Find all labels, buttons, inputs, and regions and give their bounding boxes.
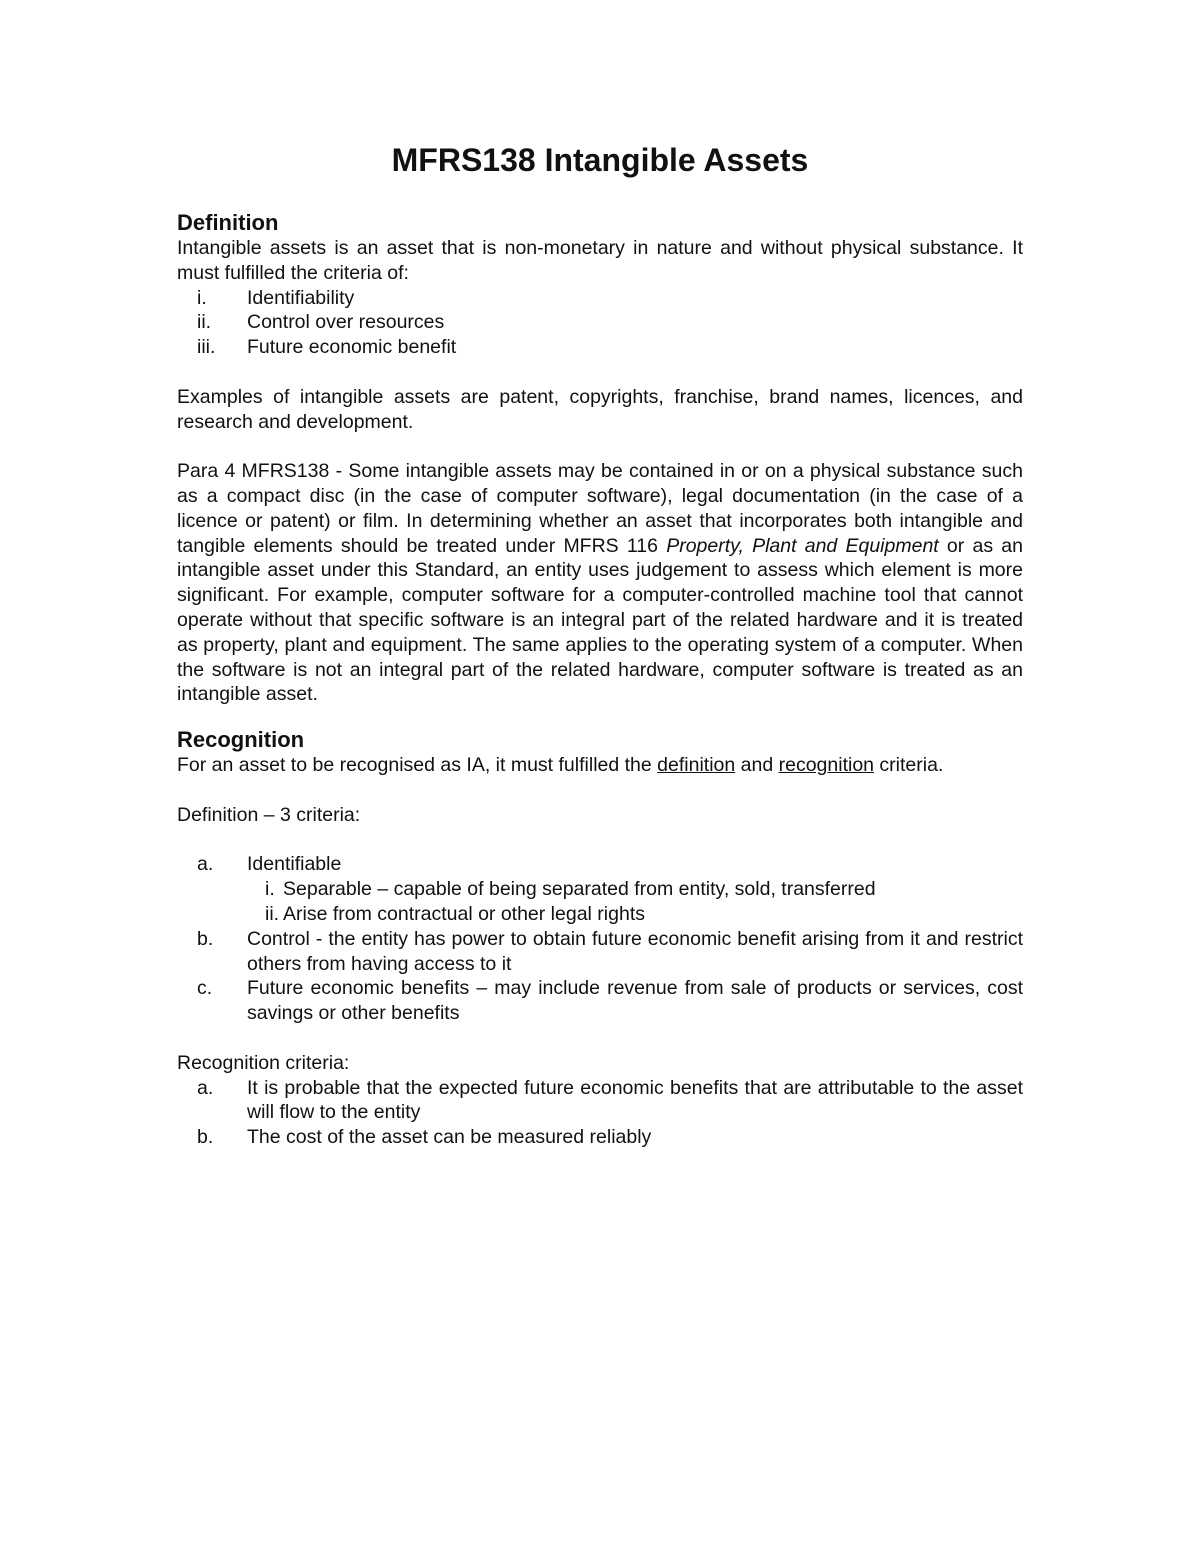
standard-title: Property, Plant and Equipment [666, 534, 939, 557]
para4-text-cont: or as an intangible asset under this Standard, an entity uses judgement to assess which element is more significant. For example, computer software for a computer-controlled machine tool that cannot operate without that specific software is an integral part of the related hardware and it is treated as property, plant and equipment. The same applies to the operating system of a computer. When the software is not an integral part of the related hardware, computer software is treated as an intangible asset. [177, 534, 1023, 706]
list-marker: b. [197, 1126, 214, 1149]
list-item-text: Arise from contractual or other legal rights [283, 902, 645, 925]
list-item-text: Identifiability [247, 286, 355, 309]
list-item [177, 877, 1023, 902]
document-page [177, 140, 1023, 1150]
para4-text: Para 4 MFRS138 - Some intangible assets may be contained in or on a physical substance such as a compact disc (in the case of computer software), legal documentation (in the case of a licence or patent) or film. In determining whether an asset that incorporates both intangible and tangible elements should be treated under MFRS 116 [177, 460, 1023, 557]
list-item [177, 335, 1023, 360]
examples-paragraph: Examples of intangible assets are patent, copyrights, franchise, brand names, licences, and research and development. [177, 385, 1023, 433]
list-item-text: The cost of the asset can be measured reliably [247, 1126, 652, 1149]
recognition-intro-and: and [735, 754, 779, 777]
list-item [177, 310, 1023, 335]
list-marker: iii. [197, 336, 216, 359]
list-item-text: Future economic benefit [247, 336, 457, 359]
list-item [177, 852, 1023, 877]
list-item-text: Separable – capable of being separated from entity, sold, transferred [283, 878, 876, 901]
list-item-text: Control - the entity has power to obtain future economic benefit arising from it and restrict others from having access to it [247, 927, 1023, 975]
recognition-criteria-label: Recognition criteria: [177, 1051, 350, 1074]
underlined-recognition: recognition [778, 754, 875, 777]
list-marker: a. [197, 1076, 214, 1099]
list-item [177, 1076, 1023, 1126]
list-marker: ii. [265, 902, 280, 925]
underlined-definition: definition [657, 754, 736, 777]
list-item-text: It is probable that the expected future economic benefits that are attributable to the asset will flow to the entity [247, 1076, 1023, 1124]
list-marker: i. [265, 878, 275, 901]
list-marker: b. [197, 927, 214, 950]
list-item-text: Future economic benefits – may include revenue from sale of products or services, cost savings or other benefits [247, 977, 1023, 1025]
list-item [177, 976, 1023, 1026]
list-marker: a. [197, 853, 214, 876]
definition-intro: Intangible assets is an asset that is non-monetary in nature and without physical substance. It must fulfilled the criteria of: [177, 237, 1023, 284]
section-heading-recognition: Recognition [177, 727, 305, 753]
list-marker: c. [197, 977, 213, 1000]
recognition-intro-text: For an asset to be recognised as IA, it must fulfilled the [177, 754, 658, 777]
list-marker: i. [197, 286, 207, 309]
list-marker: ii. [197, 311, 212, 334]
list-item [177, 1125, 1023, 1150]
list-item-text: Control over resources [247, 311, 445, 334]
definition-criteria-label: Definition – 3 criteria: [177, 803, 361, 826]
list-item [177, 286, 1023, 311]
list-item [177, 902, 1023, 927]
list-item [177, 927, 1023, 977]
recognition-intro [177, 753, 1023, 778]
section-heading-definition: Definition [177, 210, 279, 235]
document-title: MFRS138 Intangible Assets [391, 142, 809, 178]
list-item-text: Identifiable [247, 853, 342, 876]
para4-paragraph [177, 459, 1023, 707]
recognition-intro-end: criteria. [874, 754, 944, 777]
